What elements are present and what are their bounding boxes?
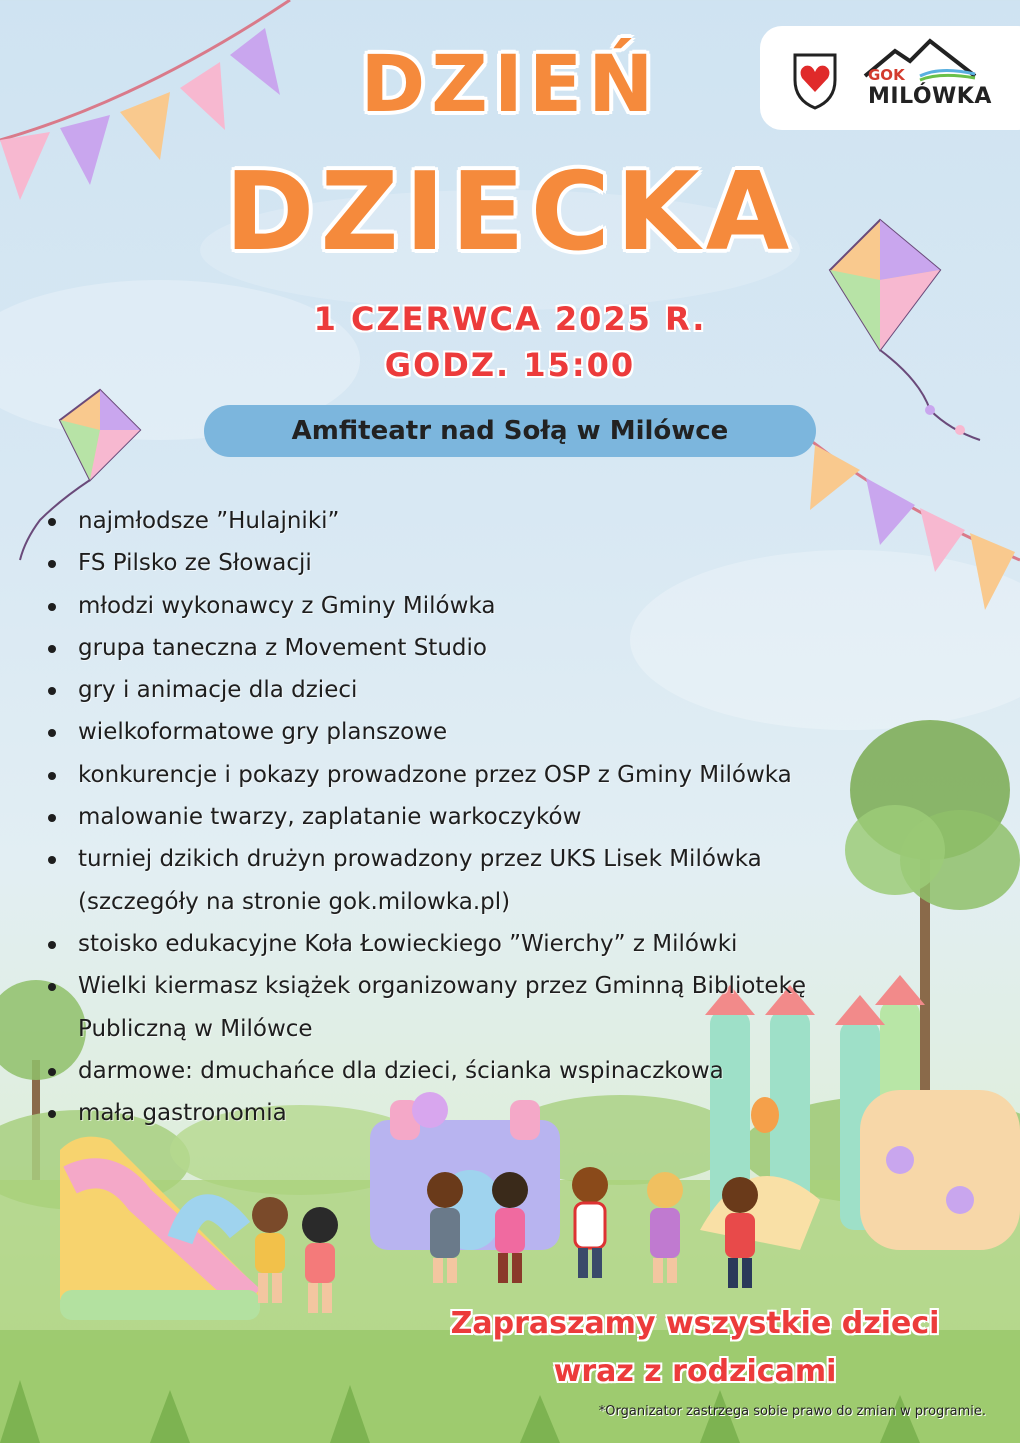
- program-item: młodzi wykonawcy z Gminy Milówka: [40, 585, 1000, 627]
- logo-name-text: MILÓWKA: [868, 84, 992, 109]
- program-item: konkurencje i pokazy prowadzone przez OSP z Gminy Milówka: [40, 754, 1000, 796]
- event-date: 1 CZERWCA 2025 R.: [313, 300, 707, 338]
- program-item: darmowe: dmuchańce dla dzieci, ścianka wspinaczkowa: [40, 1050, 1000, 1092]
- program-item: najmłodsze ”Hulajniki”: [40, 500, 1000, 542]
- venue-pill: Amfiteatr nad Sołą w Milówce: [204, 405, 816, 457]
- program-item: stoisko edukacyjne Koła Łowieckiego ”Wierchy” z Milówki: [40, 923, 1000, 965]
- program-item: wielkoformatowe gry planszowe: [40, 711, 1000, 753]
- logo-gok-text: GOK: [868, 66, 905, 84]
- program-item: mała gastronomia: [40, 1092, 1000, 1134]
- title-line1: DZIEŃ: [360, 40, 660, 130]
- program-item: malowanie twarzy, zaplatanie warkoczyków: [40, 796, 1000, 838]
- event-time: GODZ. 15:00: [384, 346, 636, 384]
- invitation-line1: Zapraszamy wszystkie dzieci: [450, 1306, 940, 1341]
- disclaimer-note: *Organizator zastrzega sobie prawo do zmian w programie.: [598, 1404, 986, 1419]
- program-item: grupa taneczna z Movement Studio: [40, 627, 1000, 669]
- invitation-line2: wraz z rodzicami: [553, 1354, 837, 1389]
- program-item: gry i animacje dla dzieci: [40, 669, 1000, 711]
- program-item: FS Pilsko ze Słowacji: [40, 542, 1000, 584]
- title-line2: DZIECKA: [224, 150, 796, 275]
- program-list: [40, 500, 1000, 1134]
- program-item: turniej dzikich drużyn prowadzony przez UKS Lisek Milówka (szczegóły na stronie gok.milowka.pl): [40, 838, 838, 923]
- program-item: Wielki kiermasz książek organizowany przez Gminną Bibliotekę Publiczną w Milówce: [40, 965, 878, 1050]
